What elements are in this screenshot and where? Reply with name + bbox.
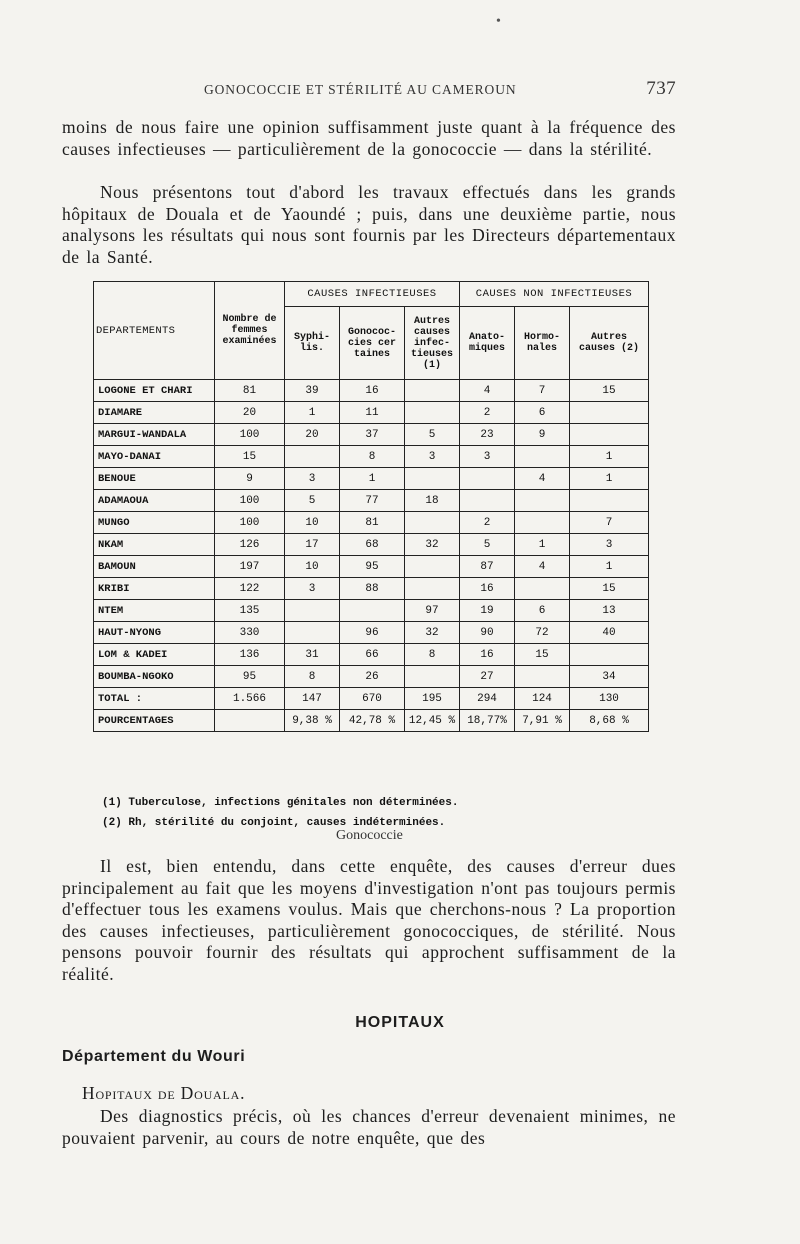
cell-autres-infectieuses: 32 — [405, 622, 460, 644]
cell-anatomiques: 23 — [460, 424, 515, 446]
cell-autres-infectieuses — [405, 380, 460, 402]
section-title: HOPITAUX — [355, 1014, 445, 1031]
cell-hormonales: 6 — [515, 402, 570, 424]
cell-hormonales: 7,91 % — [515, 710, 570, 732]
table-notes — [102, 793, 458, 833]
cell-departement: NTEM — [94, 600, 215, 622]
header-autres-infectieuses: Autres causes infec-tieuses (1) — [405, 307, 460, 380]
cell-departement: MARGUI-WANDALA — [94, 424, 215, 446]
note-2: (2) Rh, stérilité du conjoint, causes indéterminées. — [102, 817, 446, 829]
cell-anatomiques: 2 — [460, 512, 515, 534]
cell-syphilis: 147 — [285, 688, 340, 710]
cell-autres-infectieuses: 32 — [405, 534, 460, 556]
cell-anatomiques: 90 — [460, 622, 515, 644]
cell-autres-causes: 3 — [570, 534, 649, 556]
cell-departement: MAYO-DANAI — [94, 446, 215, 468]
cell-syphilis: 8 — [285, 666, 340, 688]
cell-autres-causes: 40 — [570, 622, 649, 644]
cell-anatomiques: 16 — [460, 644, 515, 666]
cell-nombre: 197 — [215, 556, 285, 578]
cell-syphilis: 10 — [285, 512, 340, 534]
cell-gonococcies: 16 — [340, 380, 405, 402]
cell-gonococcies: 11 — [340, 402, 405, 424]
cell-anatomiques: 4 — [460, 380, 515, 402]
cell-nombre: 126 — [215, 534, 285, 556]
cell-gonococcies: 96 — [340, 622, 405, 644]
cell-syphilis: 20 — [285, 424, 340, 446]
table-group-header-row — [94, 282, 649, 307]
cell-nombre: 122 — [215, 578, 285, 600]
cell-anatomiques: 16 — [460, 578, 515, 600]
cell-gonococcies: 88 — [340, 578, 405, 600]
cell-departement: HAUT-NYONG — [94, 622, 215, 644]
cell-gonococcies: 81 — [340, 512, 405, 534]
cell-hormonales — [515, 446, 570, 468]
table-row — [94, 402, 649, 424]
cell-syphilis: 39 — [285, 380, 340, 402]
cell-autres-infectieuses — [405, 556, 460, 578]
cell-autres-causes: 130 — [570, 688, 649, 710]
cell-syphilis — [285, 622, 340, 644]
cell-departement: LOM & KADEI — [94, 644, 215, 666]
cell-syphilis: 3 — [285, 468, 340, 490]
paragraph-diagnostics: Des diagnostics précis, où les chances d'erreur devenaient minimes, ne pouvaient parvenir, au cours de notre enquête, que des — [62, 1106, 676, 1148]
cell-hormonales — [515, 512, 570, 534]
cell-anatomiques: 87 — [460, 556, 515, 578]
cell-anatomiques — [460, 468, 515, 490]
running-header — [204, 78, 676, 102]
cell-gonococcies: 670 — [340, 688, 405, 710]
cell-autres-infectieuses — [405, 402, 460, 424]
cell-autres-infectieuses: 97 — [405, 600, 460, 622]
cell-autres-infectieuses: 5 — [405, 424, 460, 446]
paragraph-intro-continued: moins de nous faire une opinion suffisamment juste quant à la fréquence des causes infectieuses — particulièrement de la gonococcie — dans la stérilité. — [62, 117, 676, 159]
cell-nombre: 81 — [215, 380, 285, 402]
table-body — [94, 380, 649, 732]
cell-syphilis: 9,38 % — [285, 710, 340, 732]
cell-nombre: 15 — [215, 446, 285, 468]
cell-autres-infectieuses — [405, 578, 460, 600]
results-table — [93, 281, 649, 732]
cell-autres-causes: 13 — [570, 600, 649, 622]
hospital-heading: Hopitaux de Douala. — [82, 1083, 246, 1103]
cell-gonococcies: 1 — [340, 468, 405, 490]
cell-nombre: 330 — [215, 622, 285, 644]
cell-syphilis: 31 — [285, 644, 340, 666]
cell-nombre: 100 — [215, 424, 285, 446]
cell-autres-causes: 15 — [570, 578, 649, 600]
cell-hormonales — [515, 578, 570, 600]
cell-departement: ADAMAOUA — [94, 490, 215, 512]
table-row — [94, 380, 649, 402]
cell-hormonales: 4 — [515, 556, 570, 578]
cell-gonococcies: 77 — [340, 490, 405, 512]
cell-hormonales: 7 — [515, 380, 570, 402]
cell-autres-infectieuses: 18 — [405, 490, 460, 512]
table-row — [94, 644, 649, 666]
cell-anatomiques — [460, 490, 515, 512]
cell-autres-infectieuses — [405, 512, 460, 534]
cell-departement: BENOUE — [94, 468, 215, 490]
table-row — [94, 512, 649, 534]
table-row — [94, 556, 649, 578]
header-anatomiques: Anato-miques — [460, 307, 515, 380]
cell-departement: BOUMBA-NGOKO — [94, 666, 215, 688]
cell-autres-infectieuses: 12,45 % — [405, 710, 460, 732]
paragraph-errors: Il est, bien entendu, dans cette enquête, des causes d'erreur dues principalement au fait que les moyens d'investigation n'ont pas toujours permis d'effectuer tous les examens voulus. Mais que cherchons-nous ? La proportion des causes infectieuses, particulièrement gonococciques, de stérilité. Nous pensons pouvoir fournir des résultats qui approchent suffisamment de la réalité. — [62, 856, 676, 984]
cell-autres-causes: 15 — [570, 380, 649, 402]
cell-syphilis — [285, 600, 340, 622]
cell-autres-causes: 1 — [570, 446, 649, 468]
header-syphilis: Syphi-lis. — [285, 307, 340, 380]
cell-gonococcies: 95 — [340, 556, 405, 578]
cell-departement: LOGONE ET CHARI — [94, 380, 215, 402]
cell-gonococcies: 26 — [340, 666, 405, 688]
header-gonococcies: Gonococ-cies cer taines — [340, 307, 405, 380]
header-hormonales: Hormo-nales — [515, 307, 570, 380]
table-row — [94, 468, 649, 490]
cell-anatomiques: 5 — [460, 534, 515, 556]
cell-autres-infectieuses — [405, 666, 460, 688]
cell-autres-causes — [570, 402, 649, 424]
table-row — [94, 600, 649, 622]
cell-departement: POURCENTAGES — [94, 710, 215, 732]
cell-nombre: 100 — [215, 490, 285, 512]
cell-nombre: 20 — [215, 402, 285, 424]
header-departements: DEPARTEMENTS — [94, 282, 215, 380]
cell-nombre: 95 — [215, 666, 285, 688]
cell-autres-causes: 7 — [570, 512, 649, 534]
cell-nombre: 9 — [215, 468, 285, 490]
cell-hormonales: 72 — [515, 622, 570, 644]
table-row — [94, 446, 649, 468]
cell-anatomiques: 3 — [460, 446, 515, 468]
cell-syphilis: 1 — [285, 402, 340, 424]
cell-hormonales: 6 — [515, 600, 570, 622]
cell-gonococcies: 8 — [340, 446, 405, 468]
cell-departement: DIAMARE — [94, 402, 215, 424]
cell-nombre: 135 — [215, 600, 285, 622]
cell-syphilis: 3 — [285, 578, 340, 600]
cell-gonococcies: 42,78 % — [340, 710, 405, 732]
cell-syphilis — [285, 446, 340, 468]
table-row — [94, 622, 649, 644]
cell-hormonales: 9 — [515, 424, 570, 446]
cell-gonococcies: 37 — [340, 424, 405, 446]
cell-anatomiques: 18,77% — [460, 710, 515, 732]
page-number: 737 — [646, 78, 676, 99]
cell-anatomiques: 2 — [460, 402, 515, 424]
cell-gonococcies — [340, 600, 405, 622]
cell-syphilis: 10 — [285, 556, 340, 578]
cell-hormonales: 4 — [515, 468, 570, 490]
paragraph-presentation: Nous présentons tout d'abord les travaux effectués dans les grands hôpitaux de Douala et de Yaoundé ; puis, dans une deuxième partie, nous analysons les résultats qui nous sont fournis par les Directeurs départementaux de la Santé. — [62, 182, 676, 267]
cell-autres-infectieuses: 195 — [405, 688, 460, 710]
cell-syphilis: 5 — [285, 490, 340, 512]
running-title: GONOCOCCIE ET STÉRILITÉ AU CAMEROUN — [204, 82, 517, 97]
page-speck: • — [496, 14, 501, 29]
cell-hormonales: 1 — [515, 534, 570, 556]
header-causes-infectieuses: CAUSES INFECTIEUSES — [285, 282, 460, 307]
cell-autres-infectieuses — [405, 468, 460, 490]
table-row — [94, 424, 649, 446]
cell-hormonales: 15 — [515, 644, 570, 666]
header-causes-non-infectieuses: CAUSES NON INFECTIEUSES — [460, 282, 649, 307]
cell-departement: KRIBI — [94, 578, 215, 600]
cell-autres-infectieuses: 8 — [405, 644, 460, 666]
cell-anatomiques: 27 — [460, 666, 515, 688]
cell-hormonales: 124 — [515, 688, 570, 710]
cell-anatomiques: 19 — [460, 600, 515, 622]
note-1: (1) Tuberculose, infections génitales non déterminées. — [102, 797, 459, 809]
cell-autres-causes: 1 — [570, 556, 649, 578]
cell-nombre — [215, 710, 285, 732]
table-caption: Gonococcie — [336, 828, 403, 843]
cell-departement: TOTAL : — [94, 688, 215, 710]
cell-autres-causes — [570, 644, 649, 666]
cell-departement: BAMOUN — [94, 556, 215, 578]
cell-gonococcies: 68 — [340, 534, 405, 556]
subsection-title: Département du Wouri — [62, 1048, 246, 1065]
cell-autres-infectieuses: 3 — [405, 446, 460, 468]
header-nombre-femmes: Nombre de femmes examinées — [215, 282, 285, 380]
cell-autres-causes — [570, 424, 649, 446]
cell-syphilis: 17 — [285, 534, 340, 556]
table-row — [94, 710, 649, 732]
cell-departement: NKAM — [94, 534, 215, 556]
cell-autres-causes: 1 — [570, 468, 649, 490]
cell-nombre: 136 — [215, 644, 285, 666]
table-row — [94, 490, 649, 512]
cell-autres-causes: 34 — [570, 666, 649, 688]
cell-nombre: 100 — [215, 512, 285, 534]
cell-hormonales — [515, 666, 570, 688]
table-row — [94, 666, 649, 688]
cell-autres-causes: 8,68 % — [570, 710, 649, 732]
table-row — [94, 534, 649, 556]
cell-nombre: 1.566 — [215, 688, 285, 710]
table-row — [94, 688, 649, 710]
cell-autres-causes — [570, 490, 649, 512]
cell-anatomiques: 294 — [460, 688, 515, 710]
cell-hormonales — [515, 490, 570, 512]
table-row — [94, 578, 649, 600]
header-autres-causes: Autres causes (2) — [570, 307, 649, 380]
cell-gonococcies: 66 — [340, 644, 405, 666]
cell-departement: MUNGO — [94, 512, 215, 534]
